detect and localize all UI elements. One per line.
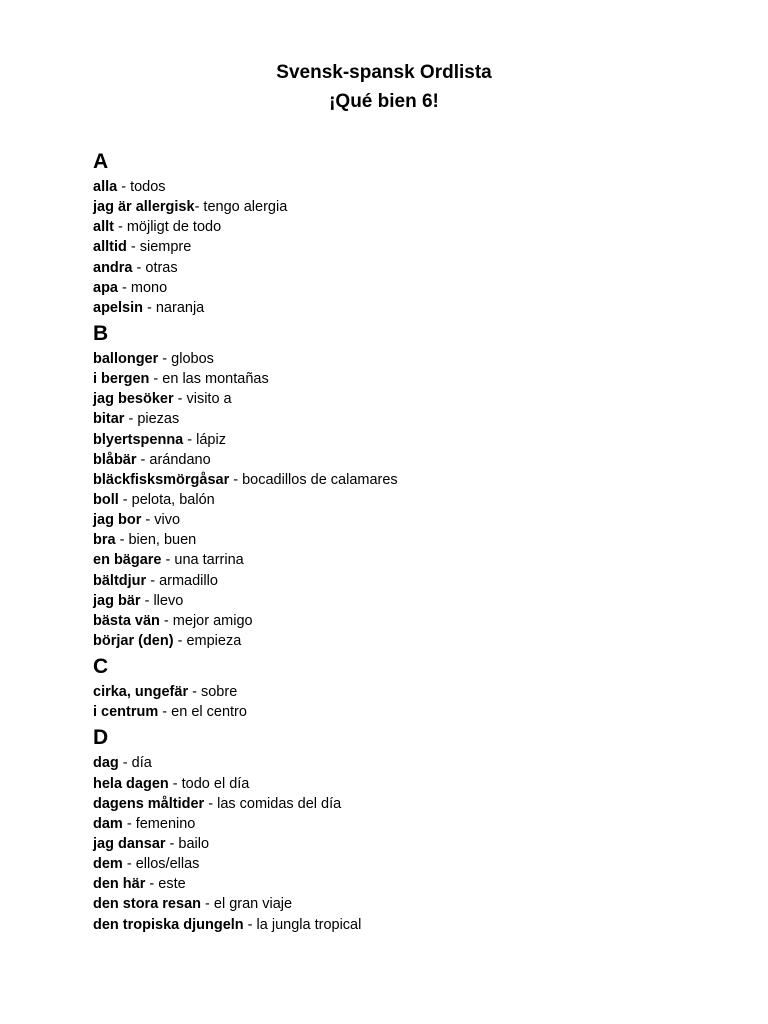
swedish-term: bra [93, 532, 116, 549]
spanish-translation: llevo [153, 592, 184, 609]
term-separator: - [136, 451, 150, 468]
term-separator: - [122, 856, 136, 873]
glossary-entry [93, 753, 733, 773]
glossary-entry [93, 389, 733, 409]
swedish-term: en bägare [93, 552, 162, 569]
term-separator: - [149, 371, 163, 388]
term-separator: - [183, 431, 197, 448]
spanish-translation: siempre [139, 239, 192, 256]
term-separator: - [141, 512, 155, 529]
term-separator: - [126, 239, 140, 256]
glossary-entry [93, 834, 733, 854]
swedish-term: dag [93, 755, 119, 772]
swedish-term: bläckfisksmörgåsar [93, 471, 230, 488]
swedish-term: jag bär [93, 592, 141, 609]
term-separator: - [165, 835, 179, 852]
glossary-entry [93, 510, 733, 530]
swedish-term: bästa vän [93, 612, 160, 629]
section-letter-heading: D [93, 726, 109, 750]
swedish-term: hela dagen [93, 775, 169, 792]
swedish-term: boll [93, 491, 119, 508]
term-separator: - [118, 491, 132, 508]
glossary-section [93, 651, 733, 722]
swedish-term: den stora resan [93, 896, 201, 913]
glossary-entry [93, 774, 733, 794]
term-separator: - [118, 279, 131, 296]
spanish-translation: otras [145, 259, 178, 276]
spanish-translation: lápiz [196, 431, 226, 448]
glossary-entry [93, 470, 733, 490]
spanish-translation: arándano [149, 451, 211, 468]
spanish-translation: en el centro [171, 704, 247, 721]
glossary-entry [93, 430, 733, 450]
swedish-term: andra [93, 259, 133, 276]
term-separator: - [204, 795, 218, 812]
term-separator: - [158, 704, 172, 721]
glossary-entry [93, 197, 733, 217]
term-separator: - [173, 391, 187, 408]
swedish-term: blyertspenna [93, 431, 184, 448]
swedish-term: blåbär [93, 451, 137, 468]
swedish-term: allt [93, 219, 114, 236]
glossary-entry [93, 814, 733, 834]
swedish-term: den här [93, 876, 146, 893]
glossary-entry [93, 217, 733, 237]
glossary-entry [93, 550, 733, 570]
term-separator: - [115, 532, 129, 549]
glossary-entry [93, 894, 733, 914]
glossary-section [93, 318, 733, 651]
term-separator: - [113, 219, 127, 236]
term-separator: - [168, 775, 182, 792]
glossary-entry [93, 237, 733, 257]
glossary-entry [93, 369, 733, 389]
swedish-term: cirka, ungefär [93, 684, 189, 701]
glossary-section [93, 722, 733, 934]
spanish-translation: möjligt de todo [126, 219, 222, 236]
document-subtitle: ¡Qué bien 6! [329, 91, 439, 112]
glossary-entry [93, 258, 733, 278]
spanish-translation: las comidas del día [217, 795, 342, 812]
section-letter-heading: A [93, 150, 109, 173]
term-separator: - [146, 572, 160, 589]
spanish-translation: el gran viaje [213, 896, 293, 913]
glossary-entry [93, 298, 733, 318]
swedish-term: i centrum [93, 704, 159, 721]
glossary-list [93, 146, 733, 935]
spanish-translation: la jungla tropical [256, 916, 362, 933]
spanish-translation: bailo [178, 835, 210, 852]
swedish-term: bitar [93, 411, 125, 428]
term-separator: - [145, 876, 159, 893]
glossary-entry [93, 591, 733, 611]
swedish-term: jag är allergisk [93, 199, 195, 216]
term-separator: - [124, 411, 138, 428]
glossary-entry [93, 450, 733, 470]
swedish-term: börjar (den) [93, 632, 174, 649]
swedish-term: ballonger [93, 350, 159, 367]
term-separator: - [173, 632, 187, 649]
term-separator: - [118, 755, 132, 772]
glossary-entry [93, 631, 733, 651]
spanish-translation: este [158, 876, 186, 893]
spanish-translation: femenino [135, 815, 196, 832]
swedish-term: bältdjur [93, 572, 147, 589]
swedish-term: dagens måltider [93, 795, 205, 812]
glossary-section [93, 146, 733, 318]
swedish-term: jag besöker [93, 391, 174, 408]
spanish-translation: piezas [137, 411, 180, 428]
swedish-term: jag bor [93, 512, 142, 529]
spanish-translation: día [131, 755, 152, 772]
term-separator: - [122, 815, 136, 832]
spanish-translation: naranja [155, 299, 205, 316]
glossary-entry [93, 854, 733, 874]
spanish-translation: armadillo [159, 572, 218, 589]
spanish-translation: bien, buen [128, 532, 197, 549]
term-separator: - [117, 179, 131, 195]
swedish-term: alltid [93, 239, 127, 256]
term-separator: - [140, 592, 154, 609]
spanish-translation: mono [130, 279, 168, 296]
swedish-term: den tropiska djungeln [93, 916, 244, 933]
term-separator: - [132, 259, 146, 276]
spanish-translation: sobre [200, 684, 238, 701]
spanish-translation: tengo alergia [203, 199, 288, 216]
term-separator: - [194, 199, 204, 216]
glossary-entry [93, 278, 733, 298]
spanish-translation: vivo [154, 512, 181, 529]
document-title: Svensk-spansk Ordlista [276, 62, 492, 83]
swedish-term: dem [93, 856, 123, 873]
swedish-term: apelsin [93, 299, 143, 316]
glossary-entry [93, 177, 733, 197]
spanish-translation: todos [130, 179, 166, 195]
swedish-term: dam [93, 815, 123, 832]
glossary-entry [93, 702, 733, 722]
term-separator: - [142, 299, 156, 316]
spanish-translation: en las montañas [162, 371, 269, 388]
term-separator: - [159, 612, 173, 629]
term-separator: - [161, 552, 175, 569]
term-separator: - [188, 684, 201, 701]
spanish-translation: pelota, balón [131, 491, 215, 508]
spanish-translation: todo el día [181, 775, 250, 792]
swedish-term: jag dansar [93, 835, 166, 852]
glossary-entry [93, 571, 733, 591]
glossary-entry [93, 349, 733, 369]
spanish-translation: empieza [186, 632, 242, 649]
glossary-entry [93, 874, 733, 894]
glossary-entry [93, 530, 733, 550]
spanish-translation: bocadillos de calamares [242, 471, 398, 488]
spanish-translation: ellos/ellas [135, 856, 200, 873]
spanish-translation: mejor amigo [172, 612, 253, 629]
swedish-term: apa [93, 279, 118, 296]
glossary-entry [93, 409, 733, 429]
term-separator: - [201, 896, 214, 913]
swedish-term: alla [93, 179, 118, 195]
spanish-translation: una tarrina [174, 552, 244, 569]
glossary-entry [93, 682, 733, 702]
section-letter-heading: B [93, 321, 109, 345]
swedish-term: i bergen [93, 371, 150, 388]
glossary-entry [93, 490, 733, 510]
term-separator: - [229, 471, 243, 488]
spanish-translation: globos [171, 350, 214, 367]
glossary-entry [93, 611, 733, 631]
term-separator: - [243, 916, 257, 933]
spanish-translation: visito a [186, 391, 232, 408]
section-letter-heading: C [93, 655, 109, 679]
glossary-entry [93, 915, 733, 935]
term-separator: - [158, 350, 172, 367]
glossary-entry [93, 794, 733, 814]
